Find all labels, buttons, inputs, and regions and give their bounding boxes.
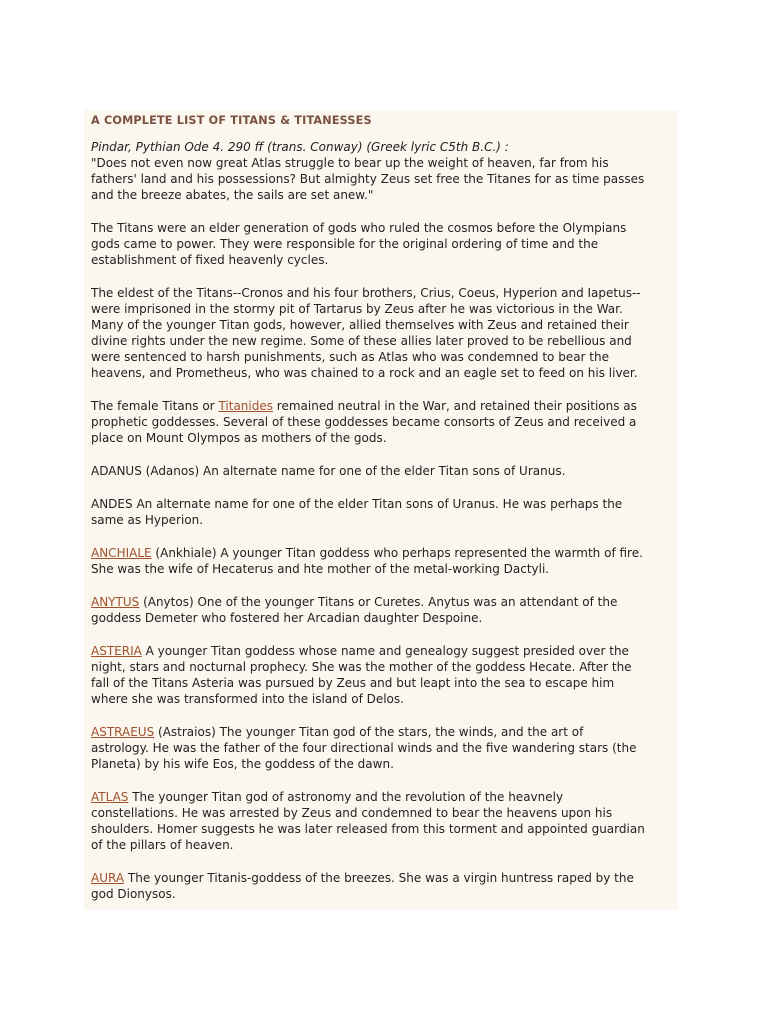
entry-text: The younger Titanis-goddess of the breezes. She was a virgin huntress raped by the god Dionysos. <box>91 871 634 901</box>
entry-link[interactable]: ASTERIA <box>91 644 142 658</box>
entry-list <box>91 463 670 902</box>
entry-text: ANDES An alternate name for one of the elder Titan sons of Uranus. He was perhaps the same as Hyperion. <box>91 497 623 527</box>
entry-paragraph <box>91 496 670 528</box>
entry-text: The younger Titan god of astronomy and the revolution of the heavnely constellations. He was arrested by Zeus and condemned to bear the heavens upon his shoulders. Homer suggests he was later released from this torment and appointed guardian of the pillars of heaven. <box>91 790 645 852</box>
entry-link[interactable]: AURA <box>91 871 125 885</box>
document-title: A COMPLETE LIST OF TITANS & TITANESSES <box>91 114 372 127</box>
epigraph <box>91 139 670 203</box>
entry-text: ADANUS (Adanos) An alternate name for one of the elder Titan sons of Uranus. <box>91 464 566 478</box>
entry-paragraph <box>91 789 670 853</box>
titanides-link[interactable]: Titanides <box>218 399 273 413</box>
document-page <box>84 110 678 910</box>
entry-paragraph <box>91 463 670 479</box>
entry-paragraph <box>91 870 670 902</box>
entry-link[interactable]: ASTRAEUS <box>91 725 155 739</box>
entry-paragraph <box>91 643 670 707</box>
intro-paragraph-1: The Titans were an elder generation of gods who ruled the cosmos before the Olympians gods came to power. They were responsible for the original ordering of time and the establishment of fixed heavenly cycles. <box>91 221 627 267</box>
intro-3-after: remained neutral in the War, and retained their positions as prophetic goddesses. Several of these goddesses became consorts of Zeus and received a place on Mount Olympos as mothers of the gods. <box>91 399 637 445</box>
quote: "Does not even now great Atlas struggle to bear up the weight of heaven, far from his fathers' land and his possessions? But almighty Zeus set free the Titanes for as time passes and the breeze abates, the sails are set anew." <box>91 156 645 202</box>
entry-text: (Ankhiale) A younger Titan goddess who perhaps represented the warmth of fire. She was the wife of Hecaterus and hte mother of the metal-working Dactyli. <box>91 546 643 576</box>
entry-text: A younger Titan goddess whose name and genealogy suggest presided over the night, stars and nocturnal prophecy. She was the mother of the goddess Hecate. After the fall of the Titans Asteria was pursued by Zeus and but leapt into the sea to escape him where she was transformed into the island of Delos. <box>91 644 632 706</box>
entry-text: (Astraios) The younger Titan god of the stars, the winds, and the art of astrology. He was the father of the four directional winds and the five wandering stars (the Planeta) by his wife Eos, the goddess of the dawn. <box>91 725 637 771</box>
intro-paragraph-3 <box>91 398 670 446</box>
intro-3-before: The female Titans or <box>91 399 219 413</box>
entry-text: (Anytos) One of the younger Titans or Curetes. Anytus was an attendant of the goddess Demeter who fostered her Arcadian daughter Despoine. <box>91 595 618 625</box>
entry-paragraph <box>91 724 670 772</box>
intro-paragraph-2: The eldest of the Titans--Cronos and his four brothers, Crius, Coeus, Hyperion and Iapetus-- were imprisoned in the stormy pit of Tartarus by Zeus after he was victorious in the War. Many of the younger Titan gods, however, allied themselves with Zeus and retained their divine rights under the new regime. Some of these allies later proved to be rebellious and were sentenced to harsh punishments, such as Atlas who was condemned to bear the heavens, and Prometheus, who was chained to a rock and an eagle set to feed on his liver. <box>91 286 641 380</box>
entry-paragraph <box>91 545 670 577</box>
entry-link[interactable]: ANYTUS <box>91 595 140 609</box>
entry-link[interactable]: ATLAS <box>91 790 129 804</box>
entry-link[interactable]: ANCHIALE <box>91 546 152 560</box>
entry-paragraph <box>91 594 670 626</box>
citation: Pindar, Pythian Ode 4. 290 ff (trans. Conway) (Greek lyric C5th B.C.) : <box>91 140 509 154</box>
